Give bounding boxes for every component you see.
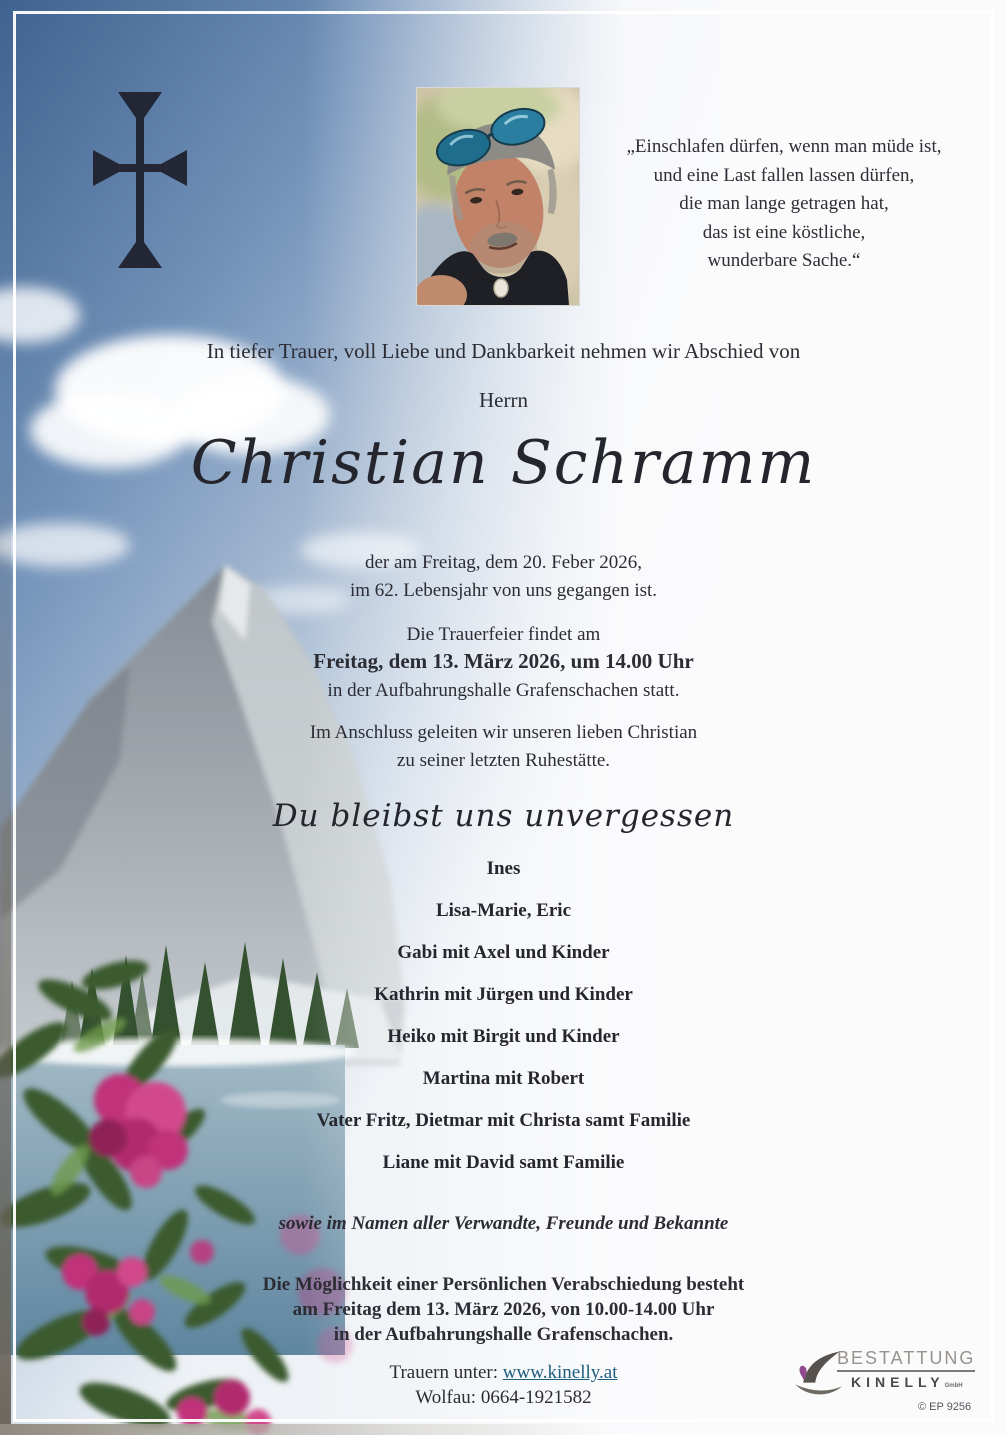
ceremony-line-2: Freitag, dem 13. März 2026, um 14.00 Uhr [313, 649, 694, 673]
bird-swoosh-icon [791, 1348, 843, 1400]
passing-line-2: im 62. Lebensjahr von uns gegangen ist. [349, 580, 658, 601]
mourner-item: Heiko mit Birgit und Kinder [387, 1026, 620, 1047]
phone-line: Wolfau: 0664-1921582 [415, 1387, 592, 1408]
quote-line: und eine Last fallen lassen dürfen, [653, 164, 915, 186]
mourner-item: Kathrin mit Jürgen und Kinder [374, 984, 633, 1005]
quote-line: wunderbare Sache.“ [707, 250, 861, 271]
visitation-block [0, 1272, 1007, 1347]
logo-name-top: BESTATTUNG [837, 1348, 975, 1372]
procession-line-2: zu seiner letzten Ruhestätte. [396, 750, 611, 771]
procession-line-1: Im Anschluss geleiten wir unseren lieben Christian [309, 722, 698, 743]
scan-edge-bottom [0, 1424, 604, 1435]
intro-line: In tiefer Trauer, voll Liebe und Dankbarkeit nehmen wir Abschied von [206, 339, 801, 363]
salutation: Herrn [479, 388, 528, 412]
cross-icon [85, 80, 195, 280]
quote-line: die man lange getragen hat, [679, 193, 889, 214]
ceremony-line-1: Die Trauerfeier findet am [406, 624, 601, 645]
website-link[interactable]: www.kinelly.at [502, 1362, 618, 1383]
visitation-line-1: Die Möglichkeit einer Persönlichen Verabschiedung besteht [262, 1274, 745, 1295]
deceased-name: Christian Schramm [190, 428, 817, 498]
logo-name-bottom: KINELLY [851, 1374, 945, 1390]
mourner-item: Ines [486, 858, 521, 879]
memorial-quote [596, 133, 972, 276]
mourners-list [0, 848, 1007, 1184]
quote-line: „Einschlafen dürfen, wenn man müde ist, [626, 136, 942, 157]
visitation-line-3: in der Aufbahrungshalle Grafenschachen. [333, 1324, 674, 1345]
farewell-script: Du bleibst uns unvergessen [272, 798, 735, 834]
mourner-item: Martina mit Robert [422, 1068, 585, 1089]
print-code: © EP 9256 [918, 1401, 972, 1413]
quote-line: das ist eine köstliche, [702, 221, 866, 243]
mourner-item: Lisa-Marie, Eric [435, 900, 572, 921]
closing-line: sowie im Namen aller Verwandte, Freunde und Bekannte [278, 1213, 729, 1234]
funeral-home-logo [791, 1348, 981, 1400]
passing-line-1: der am Freitag, dem 20. Feber 2026, [364, 552, 642, 573]
mourner-item: Gabi mit Axel und Kinder [397, 942, 610, 963]
mourner-item: Vater Fritz, Dietmar mit Christa samt Familie [316, 1110, 691, 1131]
contact-label: Trauern unter: [389, 1362, 499, 1383]
portrait-photo [417, 88, 579, 305]
mourner-item: Liane mit David samt Familie [382, 1152, 625, 1173]
ceremony-line-3: in der Aufbahrungshalle Grafenschachen statt. [327, 680, 680, 701]
visitation-line-2: am Freitag dem 13. März 2026, von 10.00-14.00 Uhr [292, 1299, 715, 1320]
logo-suffix: GmbH [944, 1383, 963, 1389]
